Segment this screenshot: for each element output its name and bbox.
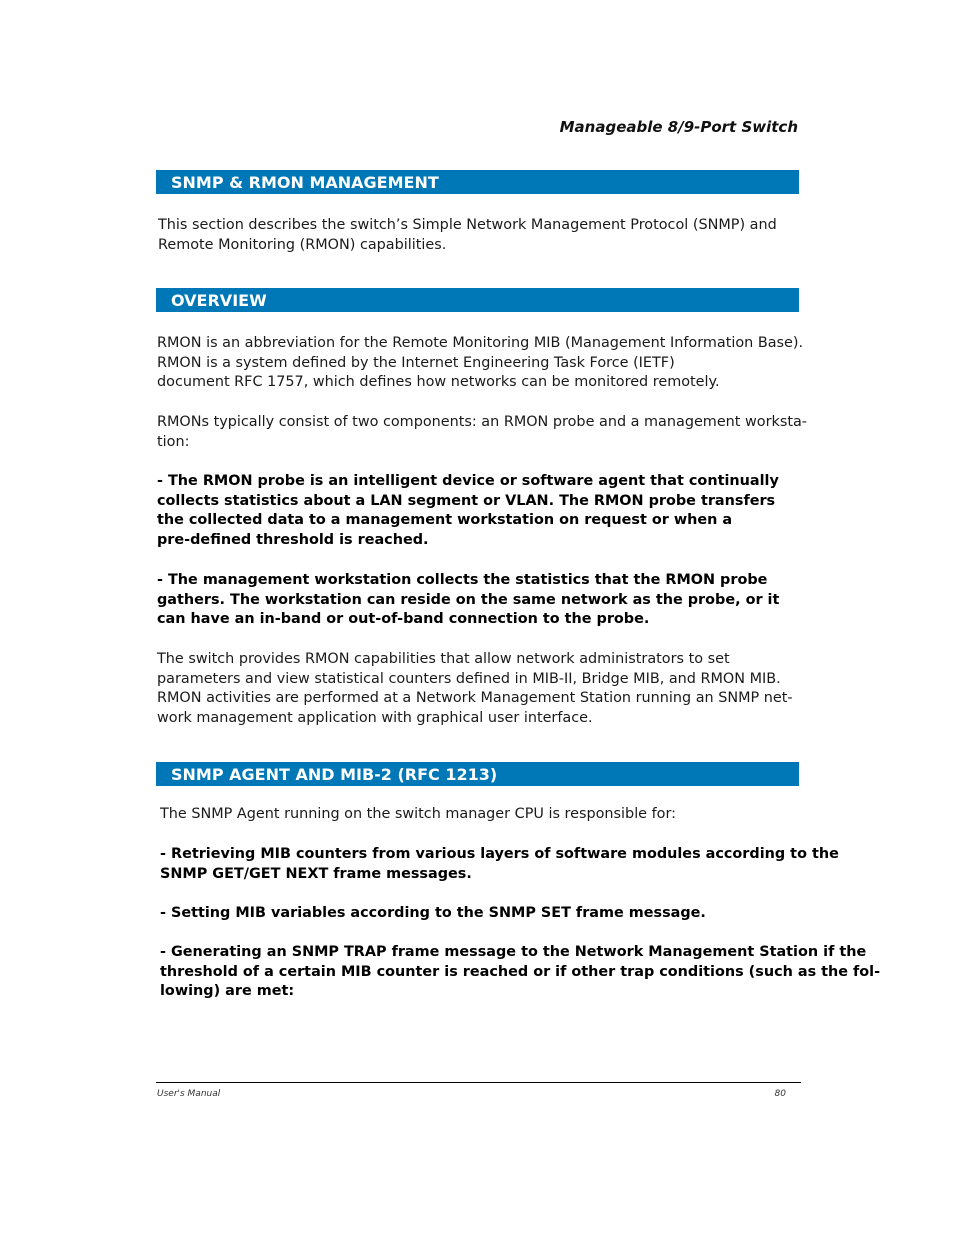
text-line: collects statistics about a LAN segment or VLAN. The RMON probe transfers: [157, 492, 776, 509]
snmp-rmon-intro-paragraph: [158, 216, 808, 255]
text-line: threshold of a certain MIB counter is reached or if other trap conditions (such as the fol-: [160, 963, 881, 980]
text-line: the collected data to a management workstation on request or when a: [157, 512, 733, 529]
text-line: can have an in-band or out-of-band connection to the probe.: [157, 611, 650, 628]
rmon-probe-bullet: [157, 472, 807, 551]
text-line: - Generating an SNMP TRAP frame message to the Network Management Station if the: [160, 944, 867, 960]
text-line: tion:: [157, 433, 190, 450]
footer-divider: [156, 1082, 801, 1083]
text-line: work management application with graphical user interface.: [157, 710, 593, 727]
text-line: This section describes the switch’s Simple Network Management Protocol (SNMP) and: [158, 217, 777, 233]
footer-page-number: 80: [774, 1089, 786, 1099]
text-line: SNMP GET/GET NEXT frame messages.: [160, 865, 472, 882]
text-line: - The RMON probe is an intelligent device or software agent that continually: [157, 473, 779, 489]
setting-mib-bullet: [160, 904, 810, 924]
text-line: - Setting MIB variables according to the SNMP SET frame message.: [160, 905, 706, 921]
text-line: - Retrieving MIB counters from various layers of software modules according to the: [160, 846, 839, 862]
generating-trap-bullet: [160, 943, 881, 1002]
text-line: document RFC 1757, which defines how networks can be monitored remotely.: [157, 374, 720, 391]
text-line: RMON is an abbreviation for the Remote Monitoring MIB (Management Information Base).: [157, 335, 804, 351]
text-line: - The management workstation collects the statistics that the RMON probe: [157, 572, 768, 588]
management-workstation-bullet: [157, 571, 807, 630]
text-line: gathers. The workstation can reside on the same network as the probe, or it: [157, 591, 780, 608]
retrieving-mib-bullet: [160, 845, 839, 884]
text-line: parameters and view statistical counters defined in MIB-II, Bridge MIB, and RMON MIB.: [157, 670, 781, 687]
text-line: RMON is a system defined by the Internet Engineering Task Force (IETF): [157, 354, 675, 371]
overview-paragraph-2: [157, 413, 807, 452]
text-line: lowing) are met:: [160, 983, 295, 1000]
snmp-agent-intro-paragraph: [160, 805, 810, 825]
text-line: Remote Monitoring (RMON) capabilities.: [158, 236, 447, 253]
text-line: The switch provides RMON capabilities that allow network administrators to set: [157, 651, 730, 667]
text-line: The SNMP Agent running on the switch manager CPU is responsible for:: [160, 806, 676, 822]
section-heading-snmp-rmon: SNMP & RMON MANAGEMENT: [156, 170, 799, 194]
footer-manual-label: User's Manual: [157, 1089, 221, 1099]
overview-paragraph-1: [157, 334, 807, 393]
section-heading-overview: OVERVIEW: [156, 288, 799, 312]
running-header-title: Manageable 8/9-Port Switch: [559, 118, 798, 136]
text-line: pre-defined threshold is reached.: [157, 532, 429, 549]
text-line: RMONs typically consist of two components: an RMON probe and a management worksta-: [157, 414, 807, 430]
overview-paragraph-3: [157, 650, 807, 729]
text-line: RMON activities are performed at a Network Management Station running an SNMP net-: [157, 690, 793, 707]
section-heading-snmp-agent: SNMP AGENT AND MIB-2 (RFC 1213): [156, 762, 799, 786]
